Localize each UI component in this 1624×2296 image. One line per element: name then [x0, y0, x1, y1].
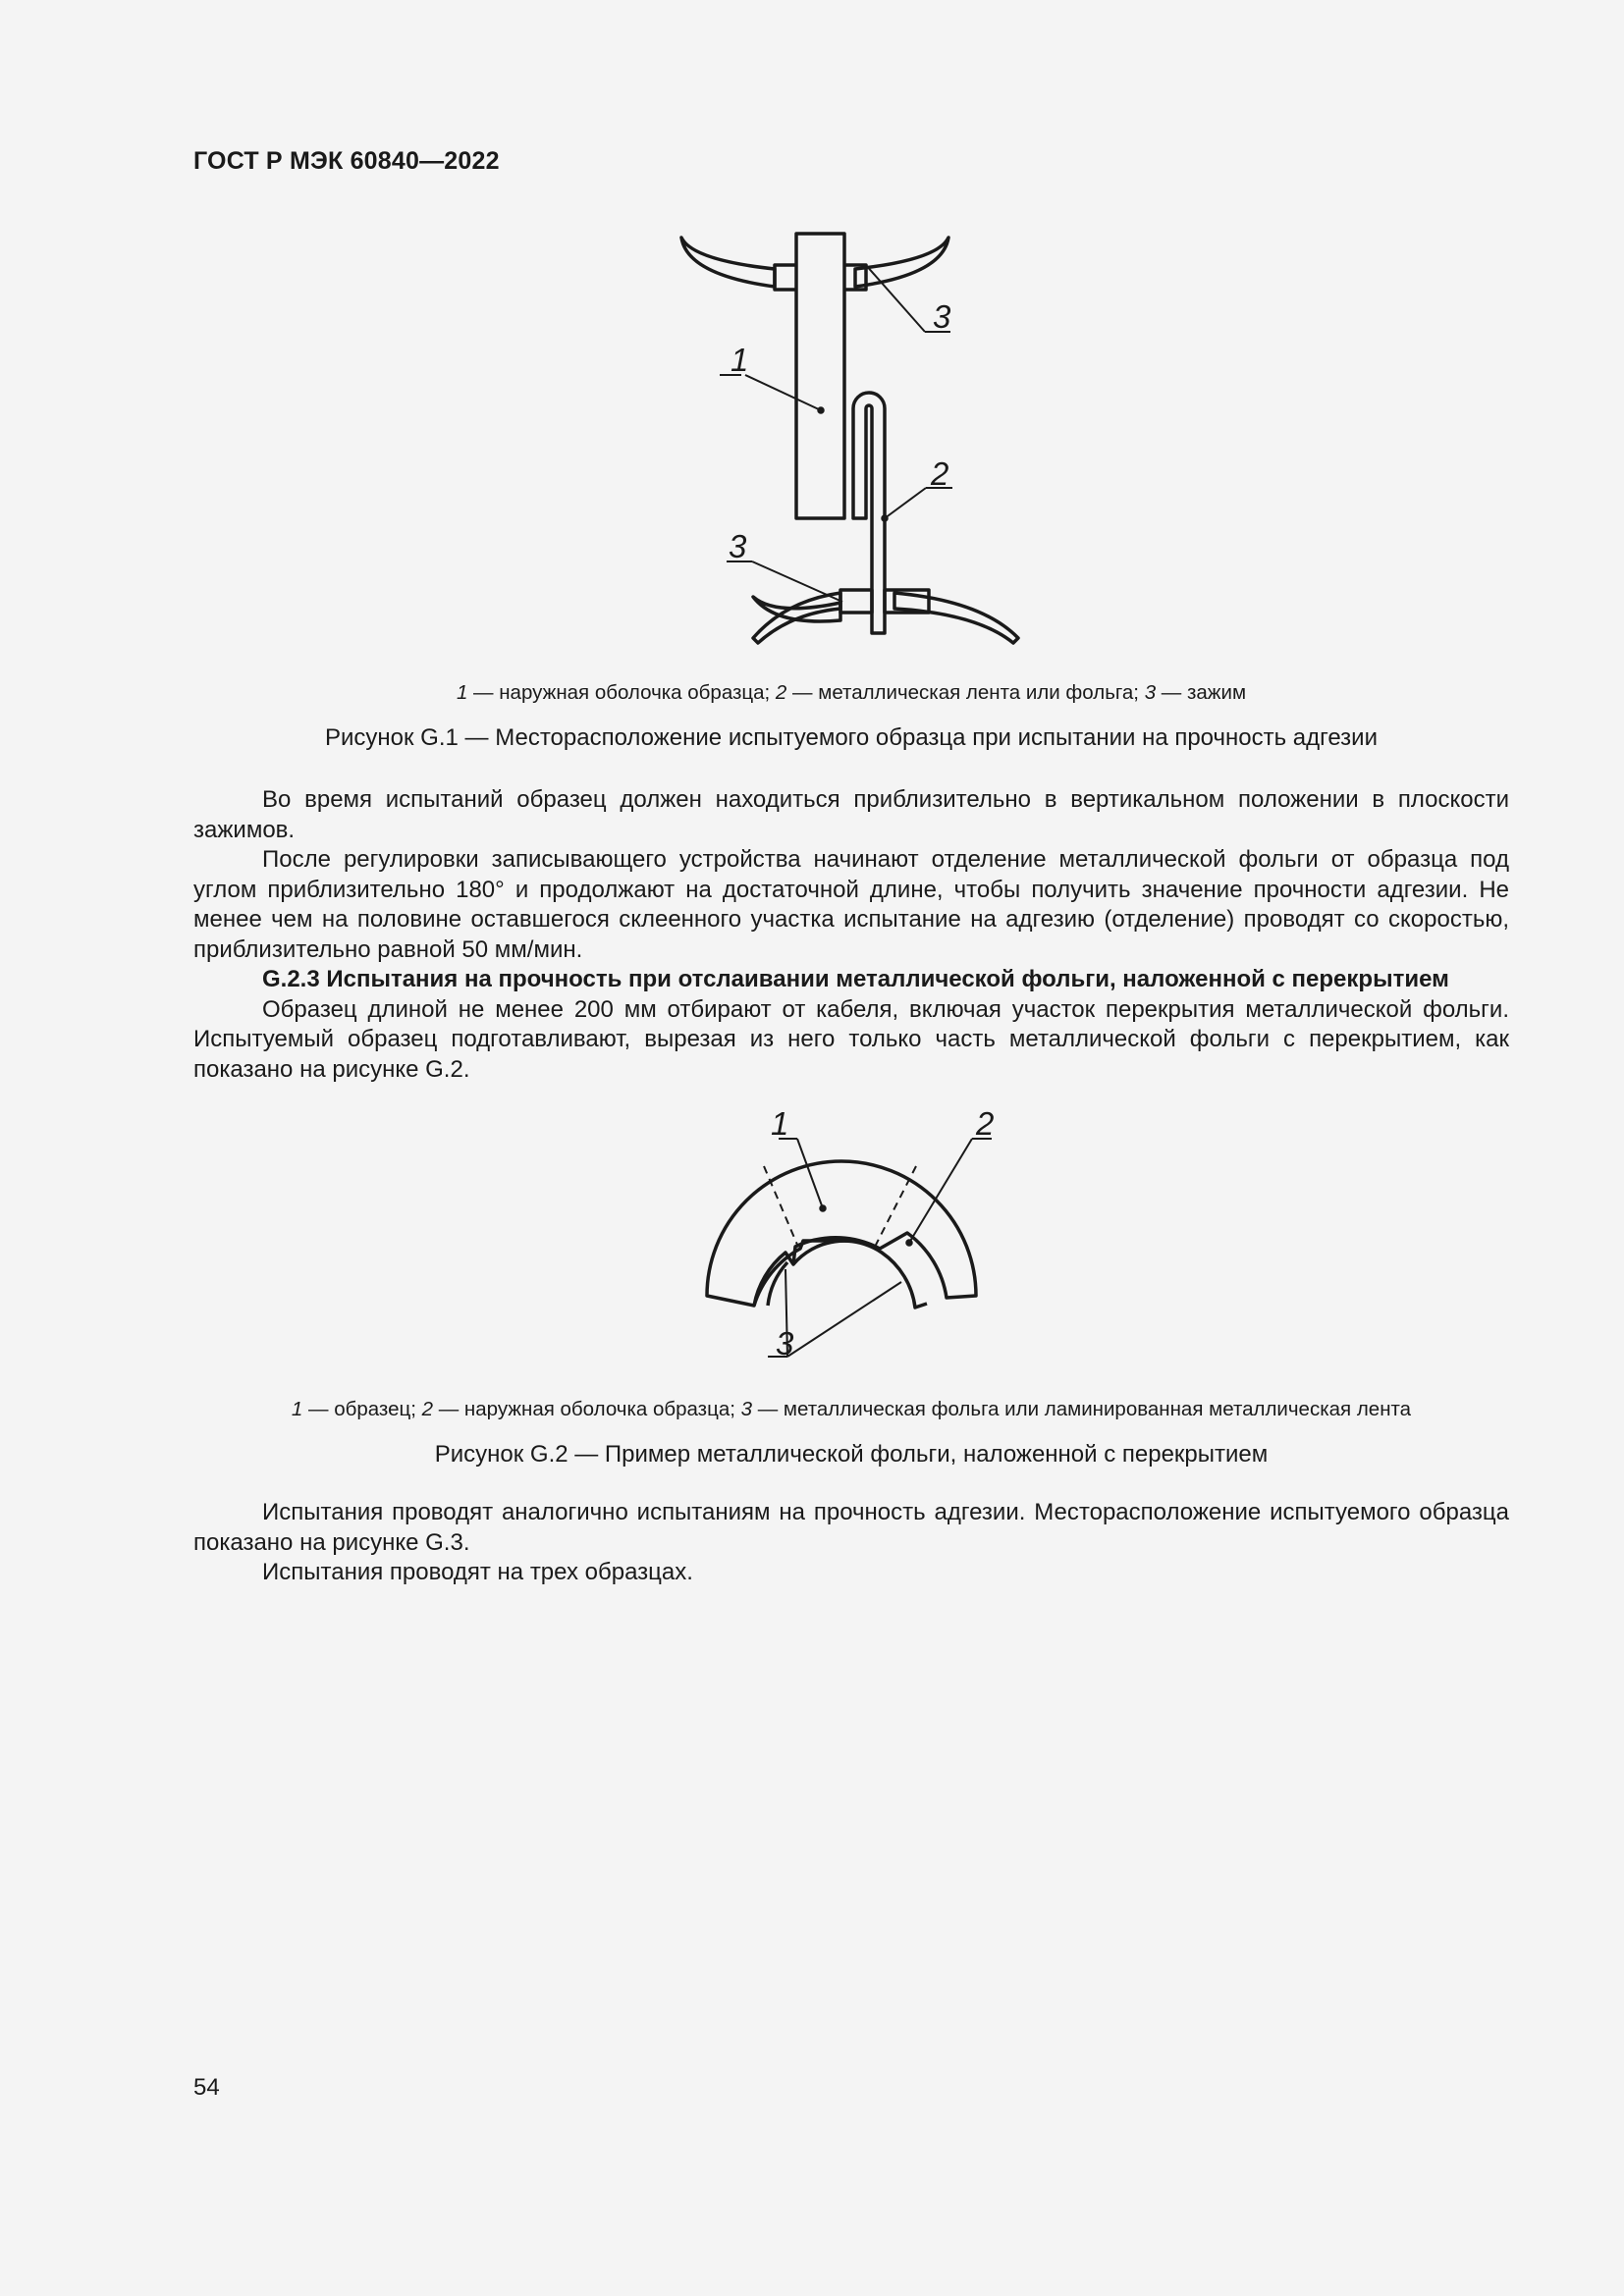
- figure-g1-caption: Рисунок G.1 — Месторасположение испытуемого образца при испытании на прочность адгезии: [325, 724, 1378, 751]
- legend-number: 1: [291, 1398, 303, 1420]
- paragraph: Образец длиной не менее 200 мм отбирают от кабеля, включая участок перекрытия металлической фольги. Испытуемый образец подготавливают, вырезая из него только часть металлической фольги с перекрытием, как показано на рисунке G.2.: [193, 995, 1509, 1083]
- legend-number: 3: [1144, 681, 1157, 704]
- callout-3-top: 3: [933, 298, 951, 335]
- legend-text: — зажим: [1156, 681, 1247, 704]
- body-text-2: [193, 1498, 1509, 1588]
- paragraph: Во время испытаний образец должен находиться приблизительно в вертикальном положении в плоскости зажимов.: [193, 786, 1509, 843]
- paragraph: После регулировки записывающего устройства начинают отделение металлической фольги от образца под углом приблизительно 180° и продолжают на достаточной длине, чтобы получить значение прочности адгезии. Не менее чем на половине оставшегося склеенного участка испытание на адгезию (отделение) проводят со скоростью, приблизительно равной 50 мм/мин.: [193, 846, 1509, 963]
- figure-g2-drawing: [687, 1099, 1001, 1374]
- callout-2: 2: [931, 455, 949, 492]
- legend-number: 3: [740, 1398, 753, 1420]
- paragraph: Испытания проводят на трех образцах.: [262, 1559, 693, 1585]
- legend-number: 2: [421, 1398, 434, 1420]
- page-number: 54: [193, 2074, 220, 2101]
- callout-3: 3: [776, 1325, 794, 1362]
- body-text-1: [193, 785, 1509, 1085]
- callout-1: 1: [771, 1105, 789, 1142]
- legend-number: 1: [456, 681, 468, 704]
- callout-2: 2: [976, 1105, 995, 1142]
- legend-text: — наружная оболочка образца;: [467, 681, 776, 704]
- document-header: ГОСТ Р МЭК 60840—2022: [193, 147, 500, 175]
- callout-3-bottom: 3: [729, 528, 747, 564]
- figure-g2-caption: Рисунок G.2 — Пример металлической фольги, наложенной с перекрытием: [434, 1441, 1269, 1468]
- figure-g1-drawing: [668, 221, 1041, 663]
- figure-g1-legend: [193, 681, 1509, 705]
- legend-text: — наружная оболочка образца;: [433, 1398, 741, 1420]
- legend-number: 2: [775, 681, 787, 704]
- callout-1: 1: [731, 342, 749, 378]
- paragraph: Испытания проводят аналогично испытаниям на прочность адгезии. Месторасположение испытуемого образца показано на рисунке G.3.: [193, 1499, 1509, 1556]
- legend-text: — образец;: [302, 1398, 422, 1420]
- legend-text: — металлическая фольга или ламинированная металлическая лента: [752, 1398, 1412, 1420]
- figure-g2-legend: [193, 1398, 1509, 1421]
- legend-text: — металлическая лента или фольга;: [786, 681, 1145, 704]
- section-heading: G.2.3 Испытания на прочность при отслаивании металлической фольги, наложенной с перекрытием: [262, 966, 1449, 992]
